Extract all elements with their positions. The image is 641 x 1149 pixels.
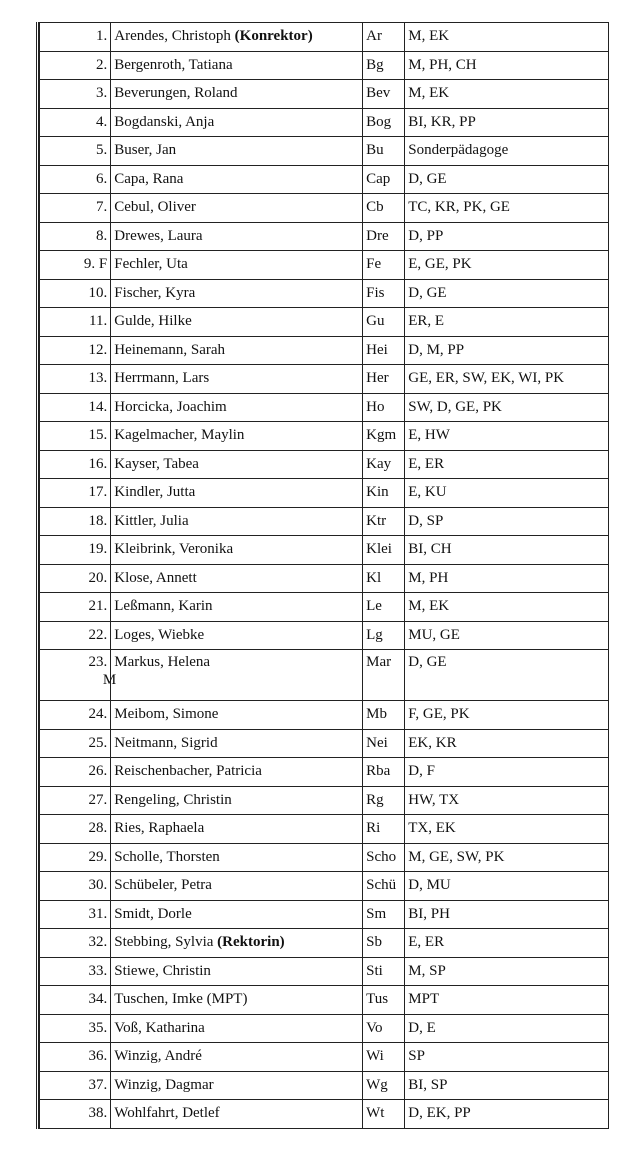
- row-number: [40, 422, 111, 451]
- table-row: [40, 843, 609, 872]
- teacher-subjects: D, M, PP: [405, 336, 609, 365]
- teacher-abbreviation: Kay: [363, 450, 405, 479]
- table-row: [40, 422, 609, 451]
- teacher-abbreviation: Her: [363, 365, 405, 394]
- table-row: [40, 507, 609, 536]
- teacher-abbreviation: Vo: [363, 1014, 405, 1043]
- row-number-text: 23.: [88, 654, 108, 670]
- row-number-text: 19.: [88, 541, 108, 558]
- teacher-name-text: Heinemann, Sarah: [114, 341, 226, 358]
- row-number: [40, 1043, 111, 1072]
- table-row: [40, 872, 609, 901]
- row-number: [40, 815, 111, 844]
- teacher-subjects: GE, ER, SW, EK, WI, PK: [405, 365, 609, 394]
- row-number-text: 33.: [88, 962, 108, 979]
- teacher-abbreviation: Gu: [363, 308, 405, 337]
- row-number: [40, 365, 111, 394]
- teacher-name: [111, 786, 363, 815]
- table-row: [40, 986, 609, 1015]
- teacher-subjects: D, GE: [405, 165, 609, 194]
- teacher-subjects: EK, KR: [405, 729, 609, 758]
- teacher-subjects: MPT: [405, 986, 609, 1015]
- table-row: [40, 929, 609, 958]
- teacher-subjects: TC, KR, PK, GE: [405, 194, 609, 223]
- staff-table: [39, 22, 609, 1129]
- teacher-abbreviation: Ri: [363, 815, 405, 844]
- teacher-name: [111, 900, 363, 929]
- teacher-subjects: M, PH: [405, 564, 609, 593]
- teacher-abbreviation: Rba: [363, 758, 405, 787]
- row-number-extra: M: [102, 672, 117, 688]
- row-number: [40, 701, 111, 730]
- teacher-subjects: Sonderpädagoge: [405, 137, 609, 166]
- teacher-name-text: Kagelmacher, Maylin: [114, 427, 245, 444]
- row-number-text: 11.: [89, 313, 108, 330]
- teacher-name: [111, 1014, 363, 1043]
- table-row: [40, 365, 609, 394]
- teacher-name: [111, 393, 363, 422]
- row-number-text: 6.: [96, 170, 108, 187]
- row-number-text: 26.: [88, 763, 108, 780]
- row-number-text: 25.: [88, 734, 108, 751]
- teacher-name-text: Arendes, Christoph: [114, 28, 231, 45]
- teacher-name: [111, 536, 363, 565]
- teacher-name-text: Smidt, Dorle: [114, 905, 192, 922]
- table-row: [40, 479, 609, 508]
- table-row: [40, 729, 609, 758]
- teacher-subjects: MU, GE: [405, 621, 609, 650]
- teacher-name: [111, 729, 363, 758]
- teacher-name: [111, 137, 363, 166]
- teacher-name-text: Drewes, Laura: [114, 227, 203, 244]
- teacher-abbreviation: Ar: [363, 23, 405, 52]
- teacher-name: [111, 621, 363, 650]
- teacher-abbreviation: Tus: [363, 986, 405, 1015]
- teacher-subjects: BI, PH: [405, 900, 609, 929]
- teacher-abbreviation: Rg: [363, 786, 405, 815]
- row-number: [40, 957, 111, 986]
- teacher-name-text: Markus, Helena: [114, 654, 211, 670]
- teacher-name-text: Cebul, Oliver: [114, 199, 196, 216]
- row-number-text: 7.: [96, 199, 108, 216]
- teacher-name-text: Bergenroth, Tatiana: [114, 56, 233, 73]
- teacher-abbreviation: Bg: [363, 51, 405, 80]
- table-row: [40, 23, 609, 52]
- row-number: [40, 650, 117, 701]
- teacher-name: [111, 450, 363, 479]
- teacher-subjects: D, EK, PP: [405, 1100, 609, 1129]
- teacher-name-text: Reischenbacher, Patricia: [114, 763, 262, 780]
- teacher-abbreviation: Mar: [363, 650, 405, 701]
- teacher-abbreviation: Wg: [363, 1071, 405, 1100]
- teacher-abbreviation: Mb: [363, 701, 405, 730]
- teacher-subjects: E, GE, PK: [405, 251, 609, 280]
- teacher-name-text: Leßmann, Karin: [114, 598, 213, 615]
- teacher-name: [111, 758, 363, 787]
- teacher-name-text: Klose, Annett: [114, 569, 197, 586]
- teacher-name: [111, 108, 363, 137]
- row-number-text: 36.: [88, 1048, 108, 1065]
- teacher-name-text: Winzig, Dagmar: [114, 1076, 214, 1093]
- row-number-text: 18.: [88, 512, 108, 529]
- teacher-name-text: Fischer, Kyra: [114, 284, 196, 301]
- teacher-role: (Konrektor): [234, 28, 313, 45]
- row-number: [40, 900, 111, 929]
- row-number: [40, 450, 111, 479]
- row-number-text: 12.: [88, 341, 108, 358]
- teacher-abbreviation: Kgm: [363, 422, 405, 451]
- row-number-text: 20.: [88, 569, 108, 586]
- teacher-name: [111, 843, 363, 872]
- row-number: [40, 23, 111, 52]
- table-row: [40, 194, 609, 223]
- row-number: [40, 336, 111, 365]
- row-number: [40, 507, 111, 536]
- row-number-text: 29.: [88, 848, 108, 865]
- teacher-abbreviation: Bu: [363, 137, 405, 166]
- teacher-name-text: Horcicka, Joachim: [114, 398, 227, 415]
- row-number: [40, 222, 111, 251]
- row-number-text: 3.: [96, 85, 108, 102]
- teacher-name: [111, 701, 363, 730]
- teacher-abbreviation: Cap: [363, 165, 405, 194]
- teacher-name: [111, 251, 363, 280]
- row-number-text: 13.: [88, 370, 108, 387]
- row-number: [40, 108, 111, 137]
- teacher-subjects: M, EK: [405, 23, 609, 52]
- teacher-abbreviation: Wt: [363, 1100, 405, 1129]
- teacher-name: [111, 279, 363, 308]
- teacher-name: [111, 986, 363, 1015]
- row-number: [40, 279, 111, 308]
- teacher-name-text: Herrmann, Lars: [114, 370, 210, 387]
- table-row: [40, 536, 609, 565]
- table-row: [40, 137, 609, 166]
- teacher-abbreviation: Schü: [363, 872, 405, 901]
- table-row: [40, 1014, 609, 1043]
- teacher-name: [111, 194, 363, 223]
- row-number-text: 31.: [88, 905, 108, 922]
- teacher-name: [111, 365, 363, 394]
- row-number: [40, 165, 111, 194]
- row-number-text: 38.: [88, 1105, 108, 1122]
- teacher-name: [111, 23, 363, 52]
- teacher-name: [111, 336, 363, 365]
- teacher-abbreviation: Fe: [363, 251, 405, 280]
- teacher-abbreviation: Sm: [363, 900, 405, 929]
- teacher-abbreviation: Sti: [363, 957, 405, 986]
- teacher-subjects: M, PH, CH: [405, 51, 609, 80]
- teacher-subjects: D, MU: [405, 872, 609, 901]
- row-number: [40, 621, 111, 650]
- teacher-name-text: Kayser, Tabea: [114, 455, 199, 472]
- row-number-text: 16.: [88, 455, 108, 472]
- row-number-text: 14.: [88, 398, 108, 415]
- teacher-subjects: D, PP: [405, 222, 609, 251]
- teacher-abbreviation: Lg: [363, 621, 405, 650]
- table-row: [40, 393, 609, 422]
- table-row: [40, 450, 609, 479]
- table-row: [40, 900, 609, 929]
- table-row: [40, 593, 609, 622]
- teacher-name-text: Buser, Jan: [114, 142, 177, 159]
- teacher-subjects: D, E: [405, 1014, 609, 1043]
- row-number: [40, 194, 111, 223]
- teacher-name-text: Neitmann, Sigrid: [114, 734, 218, 751]
- table-row: [40, 251, 609, 280]
- teacher-subjects: SP: [405, 1043, 609, 1072]
- teacher-role: (Rektorin): [217, 934, 285, 951]
- table-row: [40, 621, 609, 650]
- teacher-name: [111, 1100, 363, 1129]
- teacher-name-text: Beverungen, Roland: [114, 85, 238, 102]
- teacher-subjects: M, EK: [405, 593, 609, 622]
- teacher-name: [111, 650, 363, 701]
- teacher-subjects: M, GE, SW, PK: [405, 843, 609, 872]
- row-number: [40, 929, 111, 958]
- teacher-abbreviation: Kin: [363, 479, 405, 508]
- teacher-name-text: Schübeler, Petra: [114, 877, 212, 894]
- teacher-subjects: D, GE: [405, 279, 609, 308]
- teacher-abbreviation: Le: [363, 593, 405, 622]
- table-row: [40, 758, 609, 787]
- teacher-subjects: HW, TX: [405, 786, 609, 815]
- table-row: [40, 279, 609, 308]
- teacher-name-text: Winzig, André: [114, 1048, 202, 1065]
- row-number: [40, 593, 111, 622]
- teacher-subjects: E, HW: [405, 422, 609, 451]
- row-number-text: 22.: [88, 626, 108, 643]
- teacher-name: [111, 51, 363, 80]
- row-number-text: 8.: [96, 227, 108, 244]
- row-number-text: 37.: [88, 1076, 108, 1093]
- teacher-name-text: Capa, Rana: [114, 170, 184, 187]
- teacher-name-text: Kittler, Julia: [114, 512, 189, 529]
- teacher-subjects: BI, SP: [405, 1071, 609, 1100]
- teacher-name: [111, 1043, 363, 1072]
- row-number: [40, 786, 111, 815]
- row-number-text: 32.: [88, 934, 108, 951]
- row-number: [40, 729, 111, 758]
- row-number-text: 1.: [96, 28, 108, 45]
- row-number-text: 10.: [88, 284, 108, 301]
- teacher-name-text: Ries, Raphaela: [114, 820, 205, 837]
- teacher-subjects: TX, EK: [405, 815, 609, 844]
- row-number: [40, 1014, 111, 1043]
- teacher-subjects: E, KU: [405, 479, 609, 508]
- teacher-abbreviation: Kl: [363, 564, 405, 593]
- teacher-subjects: E, ER: [405, 450, 609, 479]
- row-number-text: 4.: [96, 113, 108, 130]
- table-row: [40, 650, 609, 701]
- table-row: [40, 786, 609, 815]
- table-row: [40, 1071, 609, 1100]
- teacher-name: [111, 479, 363, 508]
- teacher-subjects: BI, KR, PP: [405, 108, 609, 137]
- teacher-subjects: ER, E: [405, 308, 609, 337]
- row-number: [40, 843, 111, 872]
- teacher-abbreviation: Ktr: [363, 507, 405, 536]
- row-number: [40, 479, 111, 508]
- teacher-abbreviation: Fis: [363, 279, 405, 308]
- row-number: [40, 1071, 111, 1100]
- teacher-subjects: E, ER: [405, 929, 609, 958]
- teacher-subjects: M, SP: [405, 957, 609, 986]
- teacher-name: [111, 929, 363, 958]
- teacher-subjects: BI, CH: [405, 536, 609, 565]
- teacher-abbreviation: Nei: [363, 729, 405, 758]
- row-number: [40, 80, 111, 109]
- table-row: [40, 80, 609, 109]
- teacher-abbreviation: Klei: [363, 536, 405, 565]
- teacher-name-text: Kleibrink, Veronika: [114, 541, 234, 558]
- teacher-abbreviation: Sb: [363, 929, 405, 958]
- teacher-name-text: Bogdanski, Anja: [114, 113, 215, 130]
- row-number-text: 28.: [88, 820, 108, 837]
- teacher-name: [111, 422, 363, 451]
- table-row: [40, 564, 609, 593]
- teacher-name-text: Gulde, Hilke: [114, 313, 192, 330]
- row-number-text: 5.: [96, 142, 108, 159]
- teacher-subjects: M, EK: [405, 80, 609, 109]
- teacher-subjects: F, GE, PK: [405, 701, 609, 730]
- teacher-name-text: Fechler, Uta: [114, 256, 188, 273]
- teacher-name: [111, 308, 363, 337]
- table-row: [40, 222, 609, 251]
- teacher-name: [111, 872, 363, 901]
- row-number: [40, 872, 111, 901]
- row-number-text: 35.: [88, 1019, 108, 1036]
- staff-table-frame: [36, 22, 609, 1129]
- table-row: [40, 51, 609, 80]
- table-row: [40, 108, 609, 137]
- row-number: [40, 308, 111, 337]
- teacher-name-text: Meibom, Simone: [114, 706, 219, 723]
- row-number: [40, 1100, 111, 1129]
- teacher-name: [111, 507, 363, 536]
- teacher-subjects: SW, D, GE, PK: [405, 393, 609, 422]
- table-row: [40, 701, 609, 730]
- table-row: [40, 165, 609, 194]
- row-number: [40, 758, 111, 787]
- teacher-name-text: Stiewe, Christin: [114, 962, 211, 979]
- teacher-name: [111, 1071, 363, 1100]
- teacher-name: [111, 80, 363, 109]
- row-number-text: 34.: [88, 991, 108, 1008]
- teacher-abbreviation: Cb: [363, 194, 405, 223]
- teacher-name-text: Loges, Wiebke: [114, 626, 205, 643]
- row-number-text: 2.: [96, 56, 108, 73]
- table-row: [40, 336, 609, 365]
- teacher-abbreviation: Wi: [363, 1043, 405, 1072]
- teacher-abbreviation: Scho: [363, 843, 405, 872]
- teacher-name-text: Scholle, Thorsten: [114, 848, 220, 865]
- row-number: [40, 137, 111, 166]
- teacher-subjects: D, GE: [405, 650, 609, 701]
- teacher-abbreviation: Ho: [363, 393, 405, 422]
- row-number: [40, 51, 111, 80]
- teacher-name: [111, 957, 363, 986]
- teacher-name: [111, 593, 363, 622]
- row-number: [40, 986, 111, 1015]
- teacher-name-text: Kindler, Jutta: [114, 484, 196, 501]
- staff-table-body: [40, 23, 609, 1129]
- teacher-name-text: Wohlfahrt, Detlef: [114, 1105, 220, 1122]
- teacher-name: [111, 222, 363, 251]
- row-number: [40, 251, 111, 280]
- row-number-text: 30.: [88, 877, 108, 894]
- row-number-text: 21.: [88, 598, 108, 615]
- teacher-subjects: D, SP: [405, 507, 609, 536]
- teacher-name-text: Tuschen, Imke (MPT): [114, 991, 248, 1008]
- table-row: [40, 1043, 609, 1072]
- row-number-text: 17.: [88, 484, 108, 501]
- table-row: [40, 815, 609, 844]
- table-row: [40, 308, 609, 337]
- row-number: [40, 536, 111, 565]
- table-row: [40, 1100, 609, 1129]
- row-number-text: 27.: [88, 791, 108, 808]
- teacher-abbreviation: Dre: [363, 222, 405, 251]
- teacher-abbreviation: Bog: [363, 108, 405, 137]
- teacher-name-text: Stebbing, Sylvia: [114, 934, 214, 951]
- row-number-text: 9. F: [83, 256, 108, 273]
- table-row: [40, 957, 609, 986]
- teacher-name: [111, 564, 363, 593]
- teacher-name: [111, 815, 363, 844]
- row-number-text: 15.: [88, 427, 108, 444]
- teacher-abbreviation: Bev: [363, 80, 405, 109]
- teacher-name-text: Voß, Katharina: [114, 1019, 205, 1036]
- row-number-text: 24.: [88, 706, 108, 723]
- teacher-name-text: Rengeling, Christin: [114, 791, 232, 808]
- row-number: [40, 393, 111, 422]
- teacher-name: [111, 165, 363, 194]
- teacher-subjects: D, F: [405, 758, 609, 787]
- teacher-abbreviation: Hei: [363, 336, 405, 365]
- row-number: [40, 564, 111, 593]
